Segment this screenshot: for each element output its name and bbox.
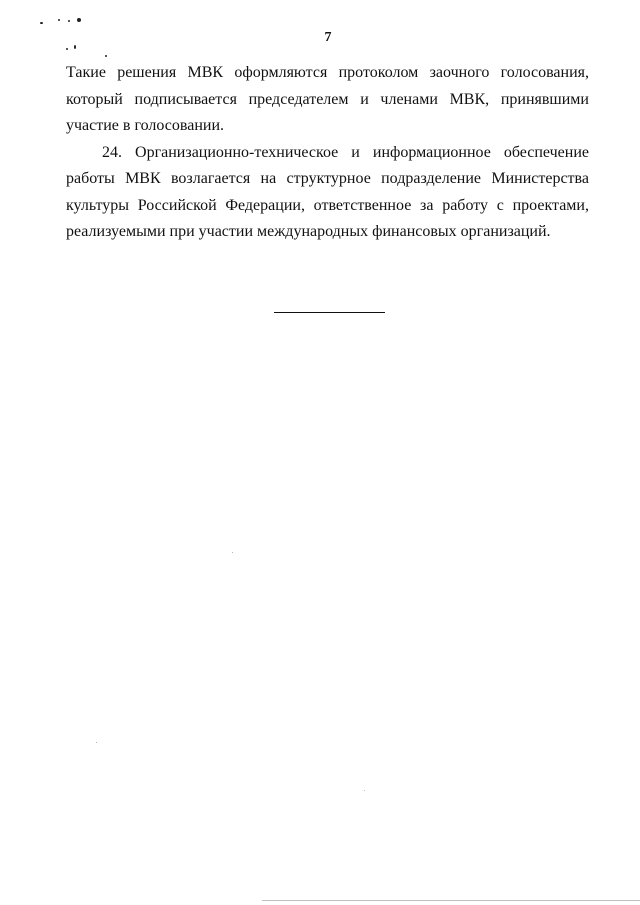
scan-speck [105,55,107,57]
scan-speck [364,790,365,791]
document-body [66,60,589,246]
scan-speck [77,18,81,22]
paragraph-24-support: 24. Организационно-техническое и информационное обеспечение работы МВК возлагается на структурное подразделение Министерства культуры Российской Федерации, ответственное за работу с проектами, реализуемыми при участии международных финансовых организаций. [66,143,589,240]
scan-speck [58,19,60,21]
scan-speck [40,22,43,24]
page-number: 7 [324,30,332,45]
scan-speck [96,742,97,743]
scan-speck [66,48,68,50]
scan-speck [68,20,70,22]
end-of-document-rule [274,312,385,313]
paragraph-voting-protocol: Такие решения МВК оформляются протоколом заочного голосования, который подписывается председателем и членами МВК, принявшими участие в голосовании. [66,64,589,134]
scan-speck [232,552,233,553]
scan-bottom-edge [262,900,640,901]
